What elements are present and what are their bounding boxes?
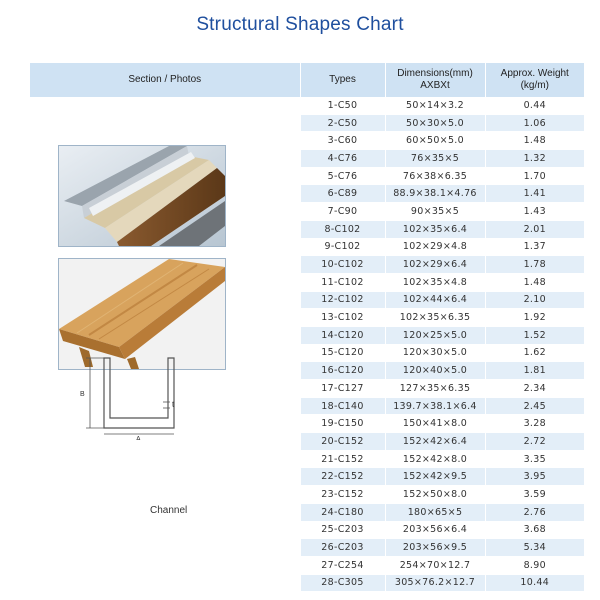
dimensions-cell: 90×35×5	[385, 203, 485, 221]
profiles-photo	[58, 145, 226, 247]
channel-section-drawing	[60, 340, 220, 440]
type-cell: 8-C102	[300, 220, 385, 238]
weight-cell: 2.76	[485, 503, 584, 521]
type-cell: 13-C102	[300, 309, 385, 327]
type-cell: 18-C140	[300, 397, 385, 415]
dimensions-cell: 120×25×5.0	[385, 326, 485, 344]
type-cell: 2-C50	[300, 114, 385, 132]
header-dimensions	[385, 63, 485, 97]
type-cell: 24-C180	[300, 503, 385, 521]
dimensions-cell: 102×35×4.8	[385, 273, 485, 291]
type-cell: 7-C90	[300, 203, 385, 221]
type-cell: 25-C203	[300, 521, 385, 539]
weight-cell: 1.78	[485, 256, 584, 274]
weight-cell: 1.06	[485, 114, 584, 132]
header-types: Types	[300, 63, 385, 97]
dimensions-cell: 60×50×5.0	[385, 132, 485, 150]
weight-cell: 3.68	[485, 521, 584, 539]
weight-cell: 5.34	[485, 539, 584, 557]
type-cell: 16-C120	[300, 362, 385, 380]
header-section: Section / Photos	[30, 63, 300, 97]
weight-cell: 8.90	[485, 556, 584, 574]
dimensions-cell: 102×35×6.35	[385, 309, 485, 327]
type-cell: 5-C76	[300, 167, 385, 185]
weight-cell: 1.92	[485, 309, 584, 327]
weight-cell: 0.44	[485, 97, 584, 114]
header-weight-line1: Approx. Weight	[500, 68, 569, 79]
dimensions-cell: 152×42×8.0	[385, 450, 485, 468]
dimensions-cell: 180×65×5	[385, 503, 485, 521]
dimensions-cell: 305×76.2×12.7	[385, 574, 485, 592]
header-dimensions-line2: AXBXt	[420, 80, 450, 91]
dimensions-cell: 50×14×3.2	[385, 97, 485, 114]
header-weight	[485, 63, 584, 97]
weight-cell: 2.01	[485, 220, 584, 238]
header-dimensions-line1: Dimensions(mm)	[397, 68, 473, 79]
type-cell: 11-C102	[300, 273, 385, 291]
dimensions-cell: 150×41×8.0	[385, 415, 485, 433]
weight-cell: 2.72	[485, 433, 584, 451]
label-b: B	[80, 391, 85, 398]
type-cell: 27-C254	[300, 556, 385, 574]
type-cell: 4-C76	[300, 150, 385, 168]
weight-cell: 1.62	[485, 344, 584, 362]
weight-cell: 1.81	[485, 362, 584, 380]
label-a: A	[136, 436, 141, 440]
channel-caption: Channel	[150, 505, 188, 516]
weight-cell: 1.37	[485, 238, 584, 256]
weight-cell: 1.70	[485, 167, 584, 185]
dimensions-cell: 50×30×5.0	[385, 114, 485, 132]
weight-cell: 3.35	[485, 450, 584, 468]
type-cell: 21-C152	[300, 450, 385, 468]
profiles-photo-image	[59, 146, 225, 246]
dimensions-cell: 254×70×12.7	[385, 556, 485, 574]
weight-cell: 3.59	[485, 486, 584, 504]
type-cell: 17-C127	[300, 380, 385, 398]
type-cell: 23-C152	[300, 486, 385, 504]
dimensions-cell: 139.7×38.1×6.4	[385, 397, 485, 415]
dimensions-cell: 76×38×6.35	[385, 167, 485, 185]
dimensions-cell: 152×42×9.5	[385, 468, 485, 486]
weight-cell: 2.45	[485, 397, 584, 415]
page-title: Structural Shapes Chart	[196, 14, 404, 35]
type-cell: 19-C150	[300, 415, 385, 433]
weight-cell: 1.48	[485, 273, 584, 291]
type-cell: 20-C152	[300, 433, 385, 451]
weight-cell: 3.95	[485, 468, 584, 486]
table-row	[30, 97, 584, 114]
label-t: t	[172, 400, 175, 409]
dimensions-cell: 203×56×6.4	[385, 521, 485, 539]
dimensions-cell: 102×44×6.4	[385, 291, 485, 309]
dimensions-cell: 76×35×5	[385, 150, 485, 168]
type-cell: 26-C203	[300, 539, 385, 557]
dimensions-cell: 203×56×9.5	[385, 539, 485, 557]
dimensions-cell: 120×30×5.0	[385, 344, 485, 362]
channel-diagram	[60, 340, 220, 460]
dimensions-cell: 102×35×6.4	[385, 220, 485, 238]
weight-cell: 1.43	[485, 203, 584, 221]
type-cell: 15-C120	[300, 344, 385, 362]
weight-cell: 2.10	[485, 291, 584, 309]
type-cell: 12-C102	[300, 291, 385, 309]
weight-cell: 1.41	[485, 185, 584, 203]
type-cell: 14-C120	[300, 326, 385, 344]
weight-cell: 1.52	[485, 326, 584, 344]
type-cell: 28-C305	[300, 574, 385, 592]
type-cell: 10-C102	[300, 256, 385, 274]
weight-cell: 10.44	[485, 574, 584, 592]
dimensions-cell: 152×50×8.0	[385, 486, 485, 504]
weight-cell: 1.48	[485, 132, 584, 150]
type-cell: 9-C102	[300, 238, 385, 256]
dimensions-cell: 127×35×6.35	[385, 380, 485, 398]
type-cell: 22-C152	[300, 468, 385, 486]
table-header-row	[30, 63, 584, 97]
type-cell: 1-C50	[300, 97, 385, 114]
dimensions-cell: 120×40×5.0	[385, 362, 485, 380]
dimensions-cell: 102×29×4.8	[385, 238, 485, 256]
header-weight-line2: (kg/m)	[520, 80, 549, 91]
dimensions-cell: 152×42×6.4	[385, 433, 485, 451]
type-cell: 3-C60	[300, 132, 385, 150]
type-cell: 6-C89	[300, 185, 385, 203]
dimensions-cell: 88.9×38.1×4.76	[385, 185, 485, 203]
dimensions-cell: 102×29×6.4	[385, 256, 485, 274]
weight-cell: 1.32	[485, 150, 584, 168]
weight-cell: 3.28	[485, 415, 584, 433]
weight-cell: 2.34	[485, 380, 584, 398]
